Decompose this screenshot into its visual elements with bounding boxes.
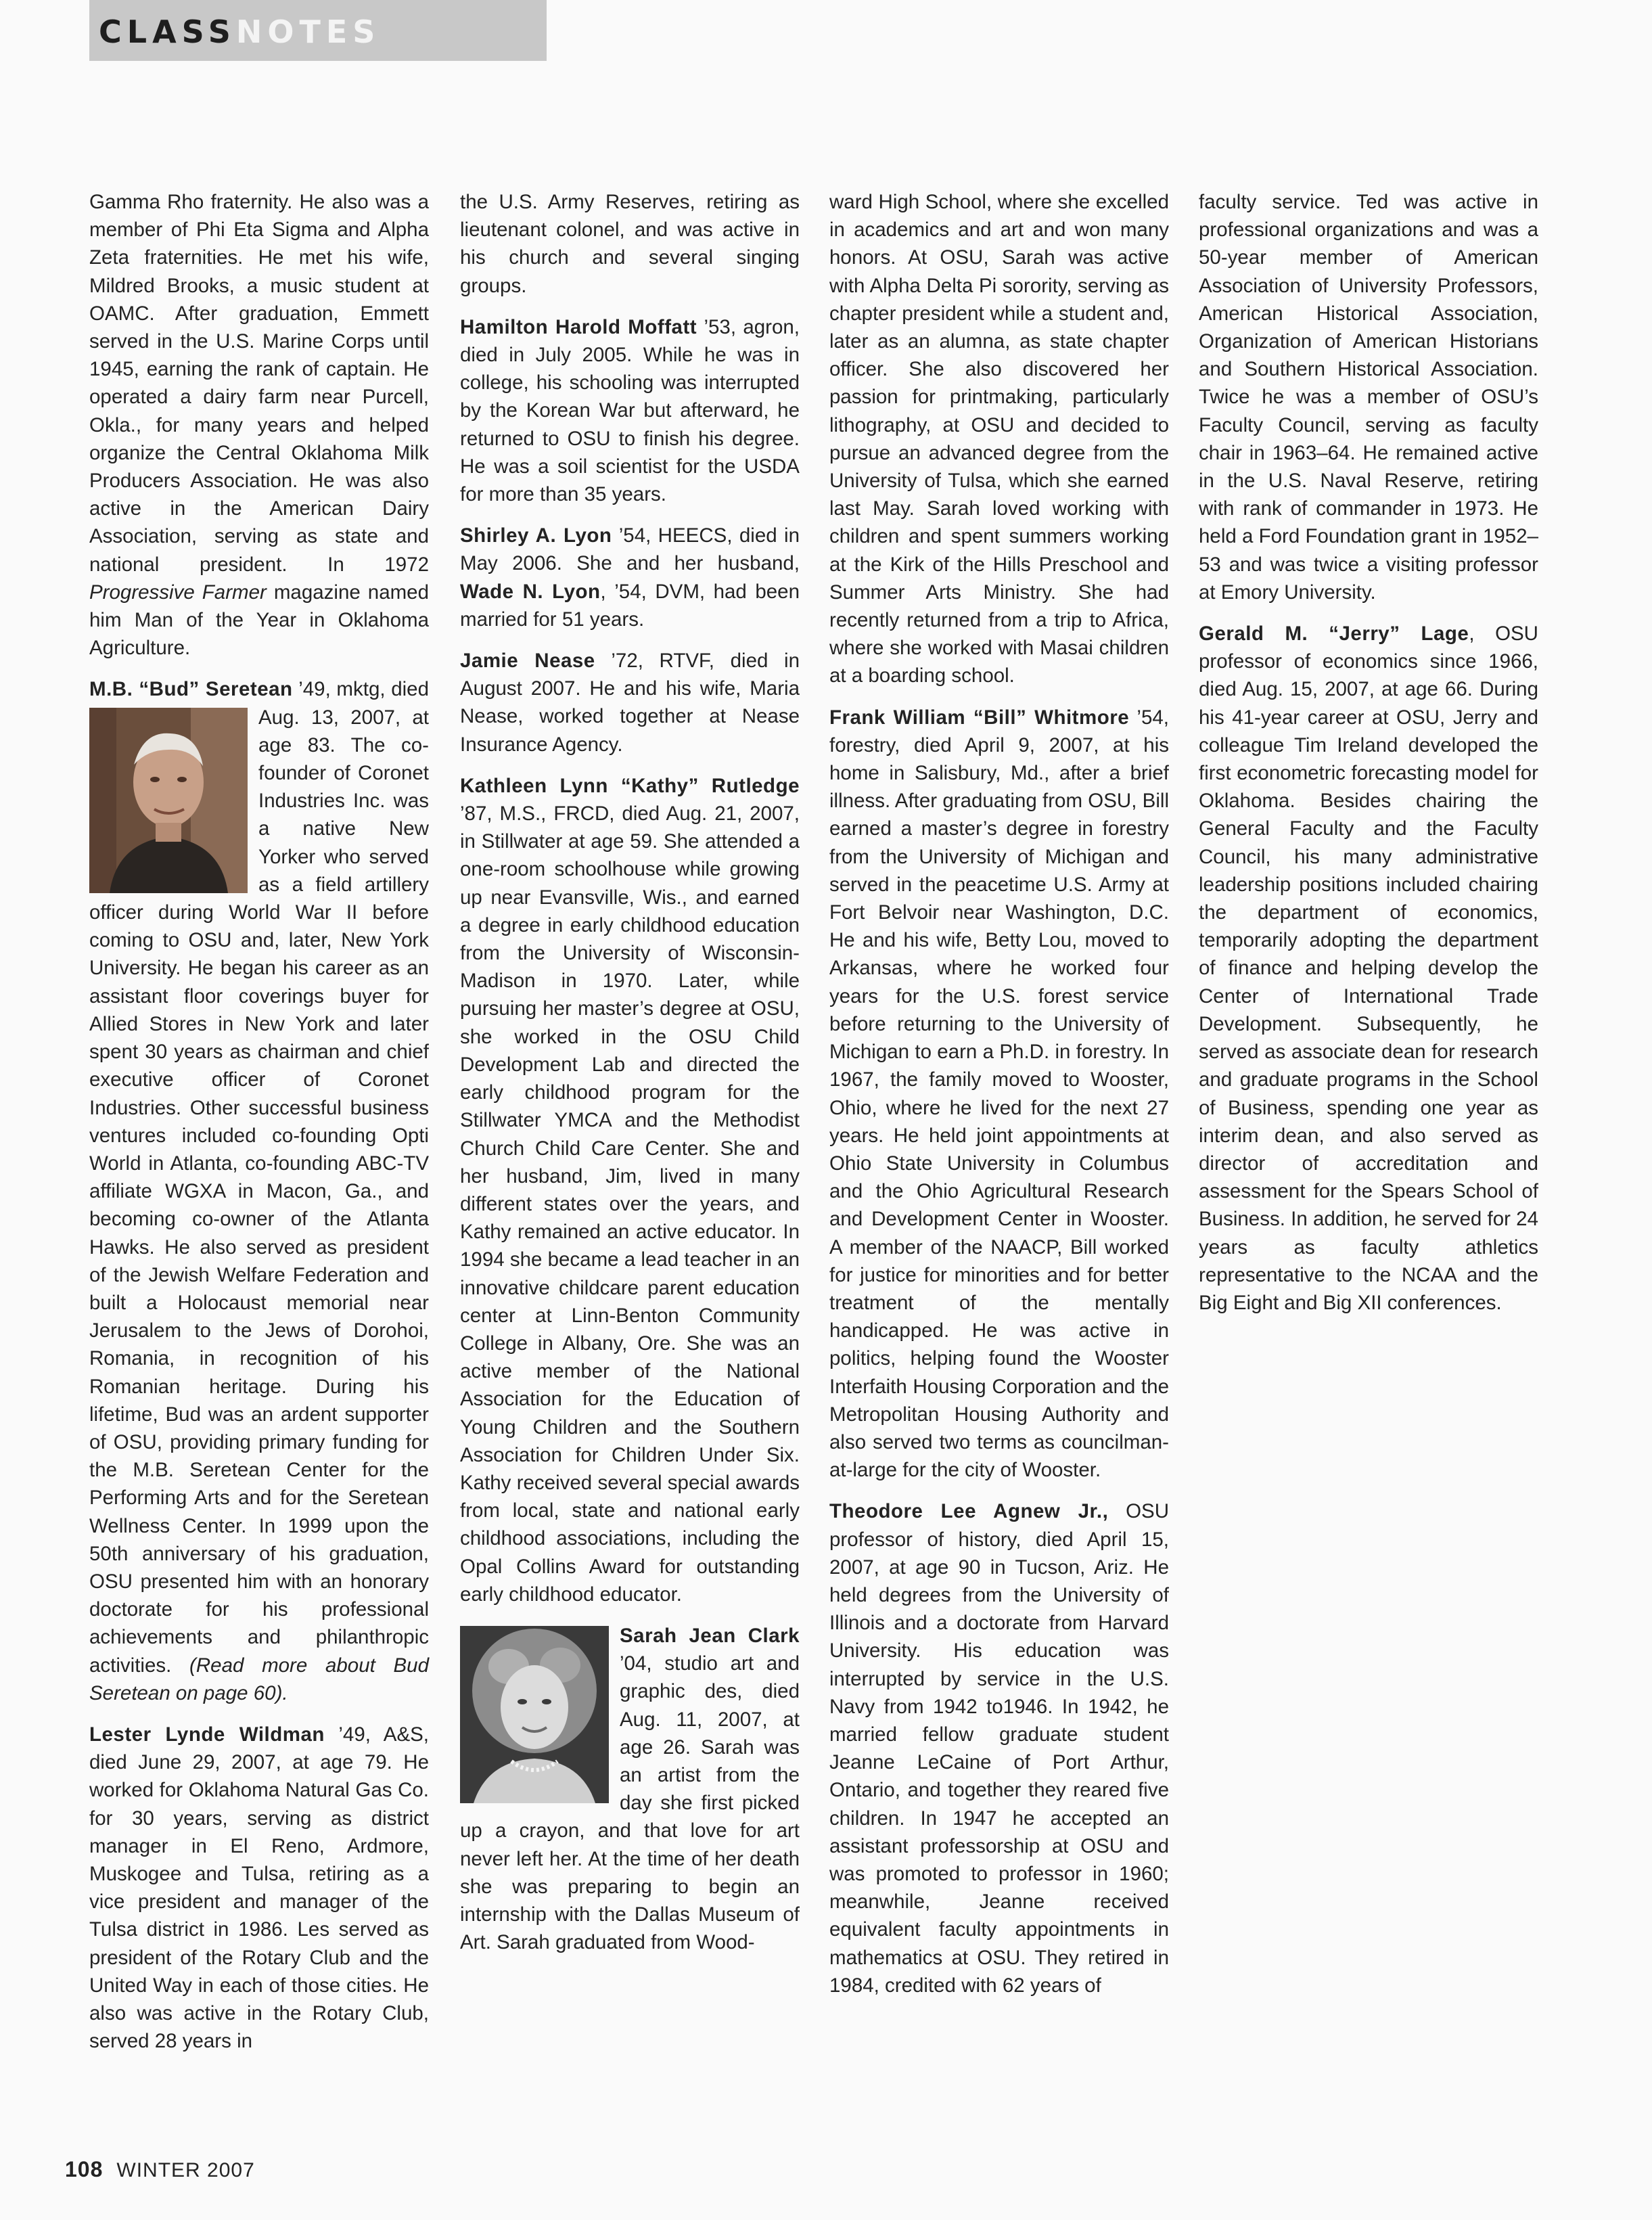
magazine-title: Progressive Farmer: [89, 581, 267, 604]
obituary-agnew: [829, 1497, 1169, 1999]
person-name: Hamilton Harold Moffatt: [460, 315, 697, 338]
obituary-text: ’87, M.S., FRCD, died Aug. 21, 2007, in Stillwater at age 59. She attended a one-room schoolhouse while growing up near Evansville, Wis., and earned a degree in early childhood education from the University of Wisconsin-Madison in 1970. Later, while pursuing her master’s degree at OSU, she worked in the OSU Child Development Lab and directed the early childhood program for the Stillwater YMCA and the Methodist Church Child Care Center. She and her husband, Jim, lived in many different states over the years, and Kathy remained an active educator. In 1994 she became a lead teacher in an innovative childcare parent education center at Linn-Benton Community College in Albany, Ore. She was an active member of the National Association for the Education of Young Children and the Southern Association for Children Under Six. Kathy received several special awards from local, state and national early childhood associations, including the Opal Collins Award for outstanding early childhood educator.: [460, 802, 800, 1606]
person-name: Theodore Lee Agnew Jr.,: [829, 1500, 1109, 1523]
column-3: [829, 188, 1169, 2013]
person-name: Shirley A. Lyon: [460, 524, 612, 547]
section-title-part1: CLASS: [99, 14, 236, 50]
obituary-lage: [1199, 620, 1538, 1317]
continued-text: faculty service. Ted was active in professional organizations and was a 50-year member of American Association of University Professors, American Historical Association, Organization of American Historians and Southern Historical Association. Twice he was a member of OSU’s Faculty Council, serving as faculty chair in 1963–64. He remained active in the U.S. Naval Reserve, retiring with rank of commander in 1973. He held a Ford Foundation grant in 1952–53 and was twice a visiting professor at Emory University.: [1199, 191, 1538, 604]
obituary-text: ’49, A&S, died June 29, 2007, at age 79. He worked for Oklahoma Natural Gas Co. for 30 years, serving as district manager in El Reno, Ardmore, Muskogee and Tulsa, retiring as a vice president and manager of the Tulsa district in 1986. Les served as president of the Rotary Club and the United Way in each of those cities. He also was active in the Rotary Club, served 28 years in: [89, 1723, 429, 2053]
read-more-note: (Read more about Bud Seretean on page 60).: [89, 1654, 429, 1704]
obituary-text: , OSU professor of economics since 1966, died Aug. 15, 2007, at age 66. During his 41-year career at OSU, Jerry and colleague Tim Ireland developed the first econometric forecasting model for Oklahoma. Besides chairing the General Faculty and the Faculty Council, his many administrative leadership positions included chairing the department of economics, temporarily adopting the department of finance and helping develop the Center of International Trade Development. Subsequently, he served as associate dean for research and graduate programs in the School of Business, spending one year as interim dean, and also served as director of accreditation and assessment for the Spears School of Business. In addition, he served for 24 years as faculty athletics representative to the NCAA and the Big Eight and Big XII conferences.: [1199, 622, 1538, 1314]
obituary-text: ’54, HEECS, died in May 2006. She and her husband,: [460, 524, 800, 575]
obituary-text: ’72, RTVF, died in August 2007. He and his wife, Maria Nease, worked together at Nease Insurance Agency.: [460, 650, 800, 756]
obituary-text: OSU professor of history, died April 15, 2007, at age 90 in Tucson, Ariz. He held degrees from the University of Illinois and a doctorate from Harvard University. His education was interrupted by service in the U.S. Navy from 1942 to1946. In 1942, he married fellow graduate student Jeanne LeCaine of Port Arthur, Ontario, and together they reared five children. In 1947 he accepted an assistant professorship at OSU and was promoted to professor in 1960; meanwhile, Jeanne received equivalent faculty appointments in mathematics at OSU. They retired in 1984, credited with 62 years of: [829, 1500, 1169, 1997]
continued-text: the U.S. Army Reserves, retiring as lieutenant colonel, and was active in his church and several singing groups.: [460, 191, 800, 297]
page-footer: [65, 2157, 255, 2182]
continued-text: ward High School, where she excelled in academics and art and won many honors. At OSU, Sarah was active with Alpha Delta Pi sorority, serving as chapter president while a student and, later as an alumna, as state chapter officer. She also discovered her passion for printmaking, particularly lithography, at OSU and decided to pursue an advanced degree from the University of Tulsa, which she earned last May. Sarah loved working with children and spent summers working at the Kirk of the Hills Preschool and Summer Arts Ministry. She had recently returned from a trip to Africa, where she worked with Masai children at a boarding school.: [829, 191, 1169, 687]
person-name: Jamie Nease: [460, 650, 595, 673]
obituary-whitmore: [829, 704, 1169, 1485]
obituary-clark: [460, 1622, 800, 1956]
person-name: Frank William “Bill” Whitmore: [829, 706, 1130, 729]
person-name: M.B. “Bud” Seretean: [89, 678, 293, 701]
portrait-photo-clark: [460, 1626, 609, 1803]
obituary-wildman: [89, 1721, 429, 2055]
column-1: [89, 188, 429, 2068]
page-number: 108: [65, 2157, 104, 2181]
portrait-photo-clark-image: [460, 1626, 609, 1803]
person-name: Wade N. Lyon: [460, 580, 601, 603]
person-name: Gerald M. “Jerry” Lage: [1199, 622, 1469, 645]
obituary-text: , ’54, DVM, had been married for 51 years.: [460, 580, 800, 631]
section-title: [99, 14, 381, 50]
obituary-rutledge: [460, 772, 800, 1608]
obituary-text: ’49, mktg, died Aug. 13, 2007, at age 83. The co-founder of Coronet Industries Inc. was a native New Yorker who served as a field artillery officer during World War II before coming to OSU and, later, New York University. He began his career as an assistant floor coverings buyer for Allied Stores in New York and later spent 30 years as chairman and chief executive officer of Coronet Industries. Other successful business ventures included co-founding Opti World in Atlanta, co-founding ABC-TV affiliate WGXA in Macon, Ga., and becoming co-owner of the Atlanta Hawks. He also served as president of the Jewish Welfare Federation and built a Holocaust memorial near Jerusalem to the Jews of Dorohoi, Romania, in recognition of his Romanian heritage. During his lifetime, Bud was an ardent supporter of OSU, providing primary funding for the M.B. Seretean Center for the Performing Arts and for the Seretean Wellness Center. In 1999 upon the 50th anniversary of his graduation, OSU presented him with an honorary doctorate for his professional achievements and philanthropic activities.: [89, 678, 429, 1677]
obituary-text: ’53, agron, died in July 2005. While he was in college, his schooling was interrupted by the Korean War but afterward, he returned to OSU to finish his degree. He was a soil scientist for the USDA for more than 35 years.: [460, 315, 800, 506]
portrait-photo-seretean-image: [89, 708, 248, 893]
issue-label: WINTER 2007: [116, 2159, 255, 2181]
obituary-lyon: [460, 522, 800, 633]
obituary-nease: [460, 647, 800, 758]
portrait-photo-seretean: [89, 708, 248, 893]
section-title-part2: NOTES: [235, 14, 381, 50]
obituary-text: ’54, forestry, died April 9, 2007, at his home in Salisbury, Md., after a brief illness. After graduating from OSU, Bill earned a master’s degree in forestry from the University of Michigan and served in the peacetime U.S. Army at Fort Belvoir near Washington, D.C. He and his wife, Betty Lou, moved to Arkansas, where he worked four years for the U.S. forest service before returning to the University of Michigan to earn a Ph.D. in forestry. In 1967, the family moved to Wooster, Ohio, where he lived for the next 27 years. He held joint appointments at Ohio State University in Columbus and the Ohio Agricultural Research and Development Center in Wooster. A member of the NAACP, Bill worked for justice for minorities and for better treatment of the mentally handicapped. He was active in politics, helping found the Wooster Interfaith Housing Corporation and the Metropolitan Housing Authority and also served two terms as councilman-at-large for the city of Wooster.: [829, 706, 1169, 1482]
obituary-moffatt: [460, 313, 800, 508]
obituary-seretean: [89, 675, 429, 1707]
obituary-text: ’04, studio art and graphic des, died Aug. 11, 2007, at age 26. Sarah was an artist from the day she first picked up a crayon, and that love for art never left her. At the time of her death she was preparing to begin an internship with the Dallas Museum of Art. Sarah graduated from Wood-: [460, 1652, 800, 1954]
person-name: Lester Lynde Wildman: [89, 1723, 325, 1746]
column-2: [460, 188, 800, 1970]
continued-text: Gamma Rho fraternity. He also was a member of Phi Eta Sigma and Alpha Zeta fraternities. He met his wife, Mildred Brooks, a music student at OAMC. After graduation, Emmett served in the U.S. Marine Corps until 1945, earning the rank of captain. He operated a dairy farm near Purcell, Okla., for many years and helped organize the Central Oklahoma Milk Producers Association. He was also active in the American Dairy Association, serving as state and national president. In 1972 Progressive Farmer magazine named him Man of the Year in Oklahoma Agriculture.: [89, 191, 429, 660]
person-name: Sarah Jean Clark: [620, 1624, 800, 1647]
person-name: Kathleen Lynn “Kathy” Rutledge: [460, 774, 800, 797]
column-4: [1199, 188, 1538, 1330]
